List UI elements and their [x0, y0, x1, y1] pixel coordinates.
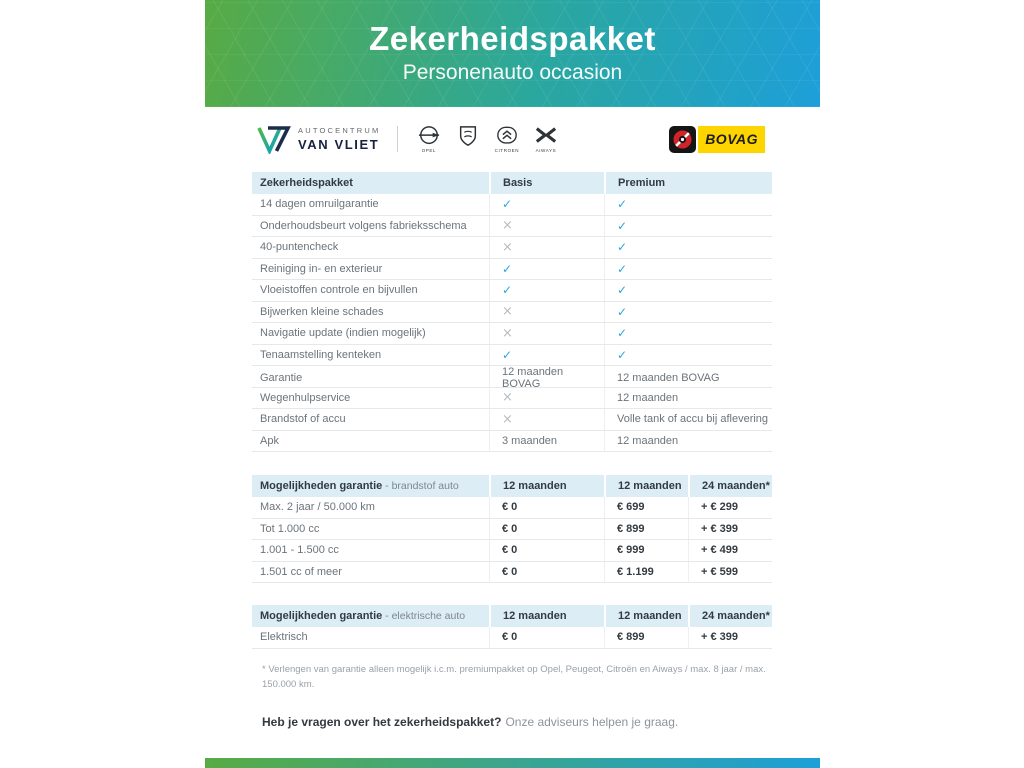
bovag-logo	[669, 126, 765, 153]
opel-logo	[415, 125, 442, 153]
table-row	[252, 259, 772, 281]
table-cell: 12 maanden BOVAG	[604, 366, 772, 390]
bovag-wordmark: BOVAG	[698, 126, 765, 153]
table-cell: € 999	[604, 540, 688, 561]
header-banner	[205, 0, 820, 107]
table-cell	[604, 194, 772, 215]
aiways-icon	[534, 125, 558, 147]
comparison-table-header	[252, 172, 772, 194]
cross-icon: ×	[502, 411, 513, 427]
table-row	[252, 431, 772, 453]
table-row	[252, 388, 772, 410]
row-label: Wegenhulpservice	[260, 391, 351, 404]
cross-icon: ×	[502, 325, 513, 341]
peugeot-logo	[454, 125, 481, 153]
opel-caption: OPEL	[421, 148, 437, 153]
cross-icon: ×	[502, 218, 513, 234]
table-cell	[489, 194, 604, 215]
table-cell	[489, 259, 604, 280]
table-cell	[489, 302, 604, 323]
row-label: 1.501 cc of meer	[260, 565, 342, 578]
row-label: Apk	[260, 434, 279, 447]
check-icon: ✓	[617, 347, 628, 362]
table-cell: € 899	[604, 627, 688, 648]
table-cell: + € 499	[688, 540, 772, 561]
column-header: Premium	[604, 172, 772, 194]
dealer-logo	[257, 125, 380, 154]
check-icon: ✓	[617, 304, 628, 319]
table-cell	[604, 259, 772, 280]
check-icon: ✓	[617, 197, 628, 212]
table-row	[252, 345, 772, 367]
table-row	[252, 216, 772, 238]
table-row	[252, 194, 772, 216]
banner-title: Zekerheidspakket	[369, 20, 656, 57]
row-label: 40-puntencheck	[260, 241, 339, 254]
check-icon: ✓	[617, 326, 628, 341]
table-cell	[604, 302, 772, 323]
table-cell: 3 maanden	[489, 431, 604, 452]
table-cell	[604, 280, 772, 301]
dealer-name-top: AUTOCENTRUM	[298, 126, 381, 135]
row-label: Garantie	[260, 372, 303, 384]
table-cell	[604, 323, 772, 344]
van-vliet-mark-icon	[257, 125, 291, 154]
comparison-table-body	[252, 194, 772, 452]
table-row	[252, 409, 772, 431]
check-icon: ✓	[617, 261, 628, 276]
table-row	[252, 302, 772, 324]
table-row	[252, 280, 772, 302]
table-row	[252, 562, 772, 584]
row-label: Tenaamstelling kenteken	[260, 348, 382, 361]
question-normal: Onze adviseurs helpen je graag.	[505, 714, 679, 729]
section-title-bold: Mogelijkheden garantie	[260, 610, 383, 622]
column-header: 24 maanden*	[688, 475, 772, 497]
column-header: 12 maanden	[604, 605, 688, 627]
tables-section	[252, 172, 772, 649]
logo-row	[205, 115, 820, 163]
table-row	[252, 237, 772, 259]
table-cell: € 1.199	[604, 562, 688, 583]
section-title-rest: - brandstof auto	[382, 480, 459, 492]
citroen-caption: CITROEN	[494, 148, 520, 153]
table-cell: 12 maanden BOVAG	[489, 366, 604, 390]
row-label: 1.001 - 1.500 cc	[260, 544, 339, 557]
table-cell: € 699	[604, 497, 688, 518]
table-cell	[489, 323, 604, 344]
column-header: Basis	[489, 172, 604, 194]
table-row	[252, 497, 772, 519]
table-row	[252, 366, 772, 388]
row-label: Tot 1.000 cc	[260, 522, 320, 535]
logo-divider	[397, 126, 398, 152]
section-title	[252, 475, 489, 497]
check-icon: ✓	[502, 261, 513, 276]
row-label: Bijwerken kleine schades	[260, 305, 384, 318]
table-cell	[604, 216, 772, 237]
aiways-caption: AIWAYS	[535, 148, 557, 153]
table-cell: € 0	[489, 562, 604, 583]
opel-icon	[418, 125, 440, 147]
row-label: Brandstof of accu	[260, 413, 346, 426]
table-cell: + € 599	[688, 562, 772, 583]
row-label: Max. 2 jaar / 50.000 km	[260, 501, 375, 514]
table-cell: + € 399	[688, 627, 772, 648]
cross-icon: ×	[502, 304, 513, 320]
row-label: Elektrisch	[260, 631, 308, 644]
aiways-logo	[532, 125, 559, 153]
table-cell: € 0	[489, 497, 604, 518]
table-cell	[489, 388, 604, 409]
table-cell: + € 399	[688, 519, 772, 540]
table-cell	[489, 216, 604, 237]
table-row	[252, 540, 772, 562]
column-header: 24 maanden*	[688, 605, 772, 627]
citroen-icon	[496, 125, 518, 147]
table-cell	[604, 237, 772, 258]
brand-logos	[415, 125, 559, 153]
section-title-bold: Mogelijkheden garantie	[260, 480, 383, 492]
row-label: 14 dagen omruilgarantie	[260, 198, 379, 211]
cross-icon: ×	[502, 390, 513, 406]
electric-warranty-table-body	[252, 627, 772, 649]
electric-warranty-table	[252, 605, 772, 649]
section-title-rest: - elektrische auto	[382, 610, 466, 622]
fuel-warranty-table-body	[252, 497, 772, 583]
fuel-warranty-table-header	[252, 475, 772, 497]
check-icon: ✓	[617, 240, 628, 255]
column-header: 12 maanden	[489, 605, 604, 627]
check-icon: ✓	[617, 283, 628, 298]
footnote: * Verlengen van garantie alleen mogelijk i.c.m. premiumpakket op Opel, Peugeot, Citroën en Aiways / max. 8 jaar / max. 150.000 km.	[262, 663, 766, 690]
check-icon: ✓	[502, 283, 513, 298]
row-label: Onderhoudsbeurt volgens fabrieksschema	[260, 219, 467, 232]
footer-bar	[205, 758, 820, 768]
check-icon: ✓	[502, 197, 513, 212]
dealer-name	[298, 126, 380, 152]
row-label: Navigatie update (indien mogelijk)	[260, 327, 426, 340]
table-row	[252, 627, 772, 649]
table-row	[252, 323, 772, 345]
row-label: Reiniging in- en exterieur	[260, 262, 383, 275]
table-row	[252, 519, 772, 541]
table-cell: € 0	[489, 627, 604, 648]
dealer-name-bottom: VAN VLIET	[298, 137, 380, 152]
column-header: Zekerheidspakket	[260, 177, 353, 189]
peugeot-icon	[457, 125, 479, 147]
question-bold: Heb je vragen over het zekerheidspakket?	[262, 714, 502, 729]
column-header: 12 maanden	[489, 475, 604, 497]
content-column	[205, 0, 820, 768]
column-header: 12 maanden	[604, 475, 688, 497]
check-icon: ✓	[502, 347, 513, 362]
table-cell	[489, 237, 604, 258]
comparison-table	[252, 172, 772, 452]
table-cell: + € 299	[688, 497, 772, 518]
banner-subtitle: Personenauto occasion	[402, 61, 623, 84]
bovag-wheel-icon	[669, 126, 696, 153]
table-cell: 12 maanden	[604, 431, 772, 452]
check-icon: ✓	[617, 218, 628, 233]
electric-warranty-table-header	[252, 605, 772, 627]
question-line	[262, 715, 820, 729]
cross-icon: ×	[502, 239, 513, 255]
table-cell	[489, 280, 604, 301]
table-cell: € 899	[604, 519, 688, 540]
fuel-warranty-table	[252, 475, 772, 583]
table-cell: Volle tank of accu bij aflevering	[604, 409, 772, 430]
table-cell	[489, 409, 604, 430]
section-title	[252, 605, 489, 627]
table-cell: 12 maanden	[604, 388, 772, 409]
table-cell: € 0	[489, 540, 604, 561]
table-cell	[489, 345, 604, 366]
citroen-logo	[493, 125, 520, 153]
table-cell: € 0	[489, 519, 604, 540]
row-label: Vloeistoffen controle en bijvullen	[260, 284, 418, 297]
table-cell	[604, 345, 772, 366]
